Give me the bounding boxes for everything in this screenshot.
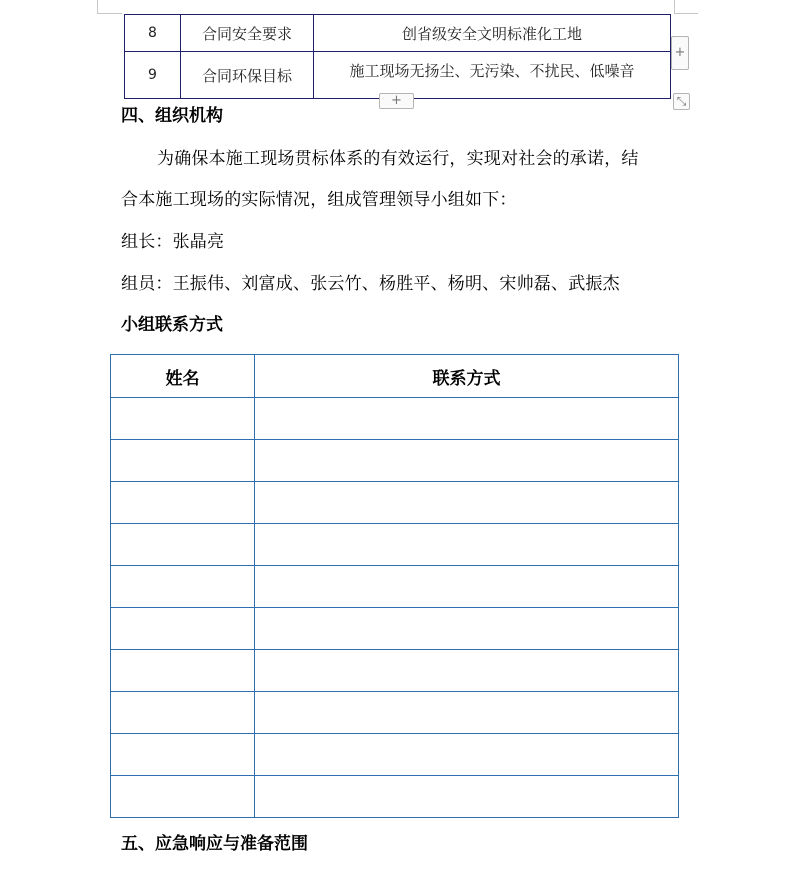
- contact-cell[interactable]: [255, 524, 679, 566]
- section-heading: 四、组织机构: [121, 106, 223, 126]
- name-cell[interactable]: [111, 692, 255, 734]
- contact-cell[interactable]: [255, 566, 679, 608]
- table-row: [111, 650, 679, 692]
- row-content[interactable]: 施工现场无扬尘、无污染、不扰民、低噪音: [314, 52, 671, 99]
- crop-mark-left: [97, 0, 98, 14]
- row-item[interactable]: 合同安全要求: [181, 15, 314, 52]
- contact-cell[interactable]: [255, 440, 679, 482]
- header-contact[interactable]: 联系方式: [255, 355, 679, 398]
- table-row: [111, 734, 679, 776]
- subheading: 小组联系方式: [121, 315, 223, 335]
- contact-cell[interactable]: [255, 398, 679, 440]
- contact-cell[interactable]: [255, 482, 679, 524]
- table-row: [111, 482, 679, 524]
- row-number[interactable]: 9: [125, 52, 181, 99]
- name-cell[interactable]: [111, 776, 255, 818]
- row-item[interactable]: 合同环保目标: [181, 52, 314, 99]
- table-row: [125, 15, 671, 52]
- members-line: 组员：王振伟、刘富成、张云竹、杨胜平、杨明、宋帅磊、武振杰: [121, 274, 620, 294]
- table-row: [111, 524, 679, 566]
- add-column-button[interactable]: +: [671, 36, 689, 70]
- row-number[interactable]: 8: [125, 15, 181, 52]
- name-cell[interactable]: [111, 608, 255, 650]
- paragraph-line: 合本施工现场的实际情况，组成管理领导小组如下：: [121, 190, 517, 210]
- contact-cell[interactable]: [255, 650, 679, 692]
- table-row: [111, 440, 679, 482]
- table-row: [111, 692, 679, 734]
- name-cell[interactable]: [111, 482, 255, 524]
- table-row: [125, 52, 671, 99]
- name-cell[interactable]: [111, 440, 255, 482]
- add-row-button[interactable]: +: [379, 93, 414, 109]
- table-row: [111, 608, 679, 650]
- goals-table: [124, 14, 671, 99]
- table-header-row: [111, 355, 679, 398]
- crop-mark-right-h: [674, 13, 698, 14]
- name-cell[interactable]: [111, 734, 255, 776]
- paragraph-line: 为确保本施工现场贯标体系的有效运行，实现对社会的承诺，结: [157, 149, 639, 169]
- row-content[interactable]: 创省级安全文明标准化工地: [314, 15, 671, 52]
- name-cell[interactable]: [111, 398, 255, 440]
- table-row: [111, 776, 679, 818]
- crop-mark-left-h: [97, 13, 122, 14]
- table-row: [111, 566, 679, 608]
- contact-cell[interactable]: [255, 692, 679, 734]
- leader-line: 组长：张晶亮: [121, 232, 225, 252]
- section-heading: 五、应急响应与准备范围: [121, 834, 308, 854]
- header-name[interactable]: 姓名: [111, 355, 255, 398]
- contact-cell[interactable]: [255, 776, 679, 818]
- contact-cell[interactable]: [255, 734, 679, 776]
- contact-cell[interactable]: [255, 608, 679, 650]
- name-cell[interactable]: [111, 650, 255, 692]
- name-cell[interactable]: [111, 566, 255, 608]
- contact-table: [110, 354, 679, 818]
- name-cell[interactable]: [111, 524, 255, 566]
- table-row: [111, 398, 679, 440]
- table-resize-handle[interactable]: ⤡: [673, 93, 690, 110]
- crop-mark-right: [674, 0, 675, 14]
